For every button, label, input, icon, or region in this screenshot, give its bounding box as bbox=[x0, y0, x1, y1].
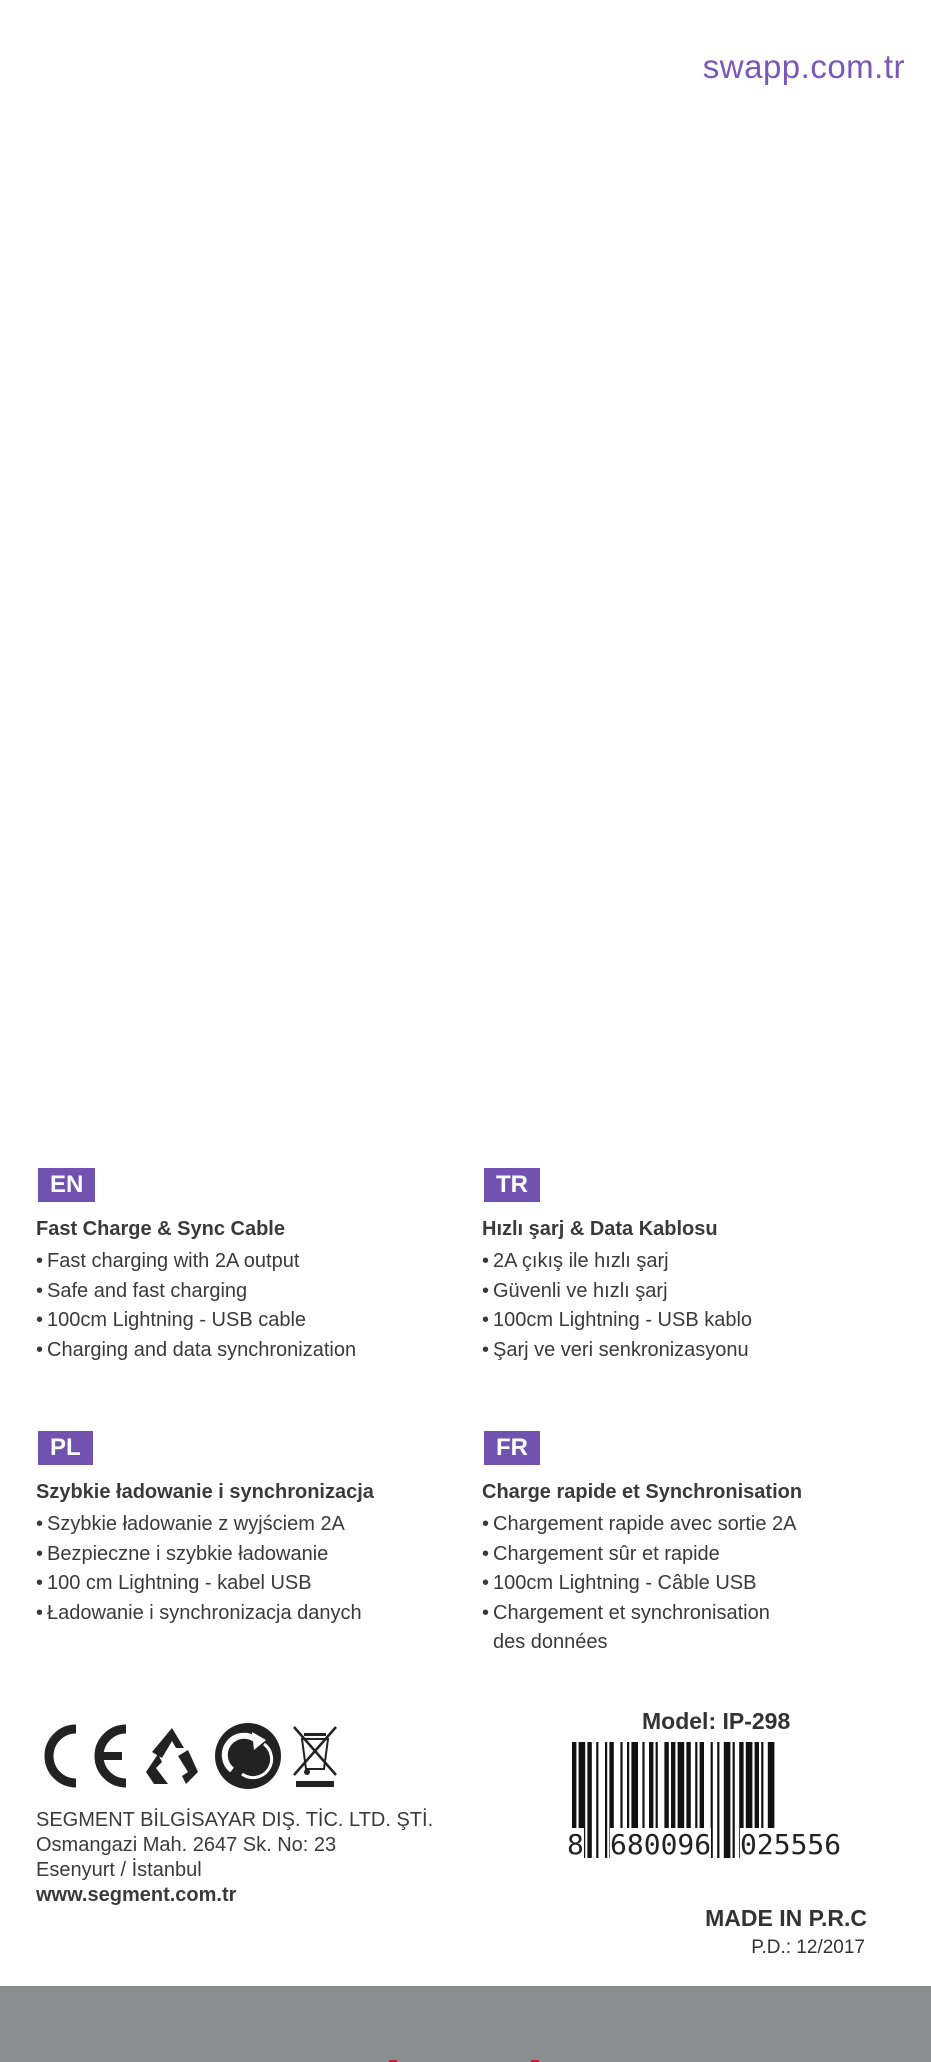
model-number: Model: IP-298 bbox=[642, 1708, 791, 1734]
company-website: www.segment.com.tr bbox=[36, 1884, 237, 1906]
brand-website: swapp.com.tr bbox=[702, 48, 905, 85]
language-badge: EN bbox=[38, 1168, 95, 1202]
feature-item: • Safe and fast charging bbox=[36, 1277, 476, 1307]
section-title: Hızlı şarj & Data Kablosu bbox=[482, 1218, 718, 1240]
recycle-icon bbox=[138, 1722, 206, 1795]
feature-item: • Chargement rapide avec sortie 2A bbox=[482, 1510, 922, 1540]
feature-item: • 2A çıkış ile hızlı şarj bbox=[482, 1247, 922, 1277]
section-title: Fast Charge & Sync Cable bbox=[36, 1218, 285, 1240]
feature-item: • Fast charging with 2A output bbox=[36, 1247, 476, 1277]
made-in: MADE IN P.R.C bbox=[705, 1905, 867, 1931]
section-en bbox=[36, 1168, 476, 1365]
feature-item: • 100 cm Lightning - kabel USB bbox=[36, 1569, 476, 1599]
section-pl bbox=[36, 1431, 476, 1628]
feature-item: • 100cm Lightning - USB cable bbox=[36, 1306, 476, 1336]
feature-item: • Chargement sûr et rapide bbox=[482, 1540, 922, 1570]
section-title: Charge rapide et Synchronisation bbox=[482, 1481, 803, 1503]
feature-item: • Bezpieczne i szybkie ładowanie bbox=[36, 1540, 476, 1570]
language-badge: FR bbox=[484, 1431, 540, 1465]
barcode-digit-first: 8 bbox=[567, 1828, 584, 1861]
feature-item: • Szybkie ładowanie z wyjściem 2A bbox=[36, 1510, 476, 1540]
bottom-band bbox=[0, 1986, 931, 2062]
company-address-line1: Osmangazi Mah. 2647 Sk. No: 23 bbox=[36, 1834, 337, 1856]
feature-item: • Chargement et synchronisation des données bbox=[482, 1599, 922, 1658]
section-title: Szybkie ładowanie i synchronizacja bbox=[36, 1481, 374, 1503]
feature-item: • Güvenli ve hızlı şarj bbox=[482, 1277, 922, 1307]
language-badge: TR bbox=[484, 1168, 540, 1202]
green-dot-icon bbox=[212, 1720, 284, 1797]
production-date: P.D.: 12/2017 bbox=[751, 1937, 865, 1958]
feature-item: • Ładowanie i synchronizacja danych bbox=[36, 1599, 476, 1629]
language-badge: PL bbox=[38, 1431, 93, 1465]
feature-item: • Charging and data synchronization bbox=[36, 1336, 476, 1366]
company-name: SEGMENT BİLGİSAYAR DIŞ. TİC. LTD. ŞTİ. bbox=[36, 1809, 434, 1831]
feature-item: • Şarj ve veri senkronizasyonu bbox=[482, 1336, 922, 1366]
feature-item: • 100cm Lightning - USB kablo bbox=[482, 1306, 922, 1336]
package-blank-area bbox=[0, 110, 931, 1110]
section-fr bbox=[482, 1431, 922, 1658]
company-address-line2: Esenyurt / İstanbul bbox=[36, 1859, 202, 1881]
barcode-digits-left: 680096 bbox=[610, 1828, 712, 1861]
weee-bin-icon bbox=[290, 1721, 340, 1796]
company-info bbox=[36, 1808, 433, 1908]
ce-mark-icon bbox=[36, 1721, 132, 1796]
feature-item: • 100cm Lightning - Câble USB bbox=[482, 1569, 922, 1599]
section-tr bbox=[482, 1168, 922, 1365]
barcode-digits-right: 025556 bbox=[740, 1828, 842, 1861]
certification-icons bbox=[36, 1720, 346, 1797]
